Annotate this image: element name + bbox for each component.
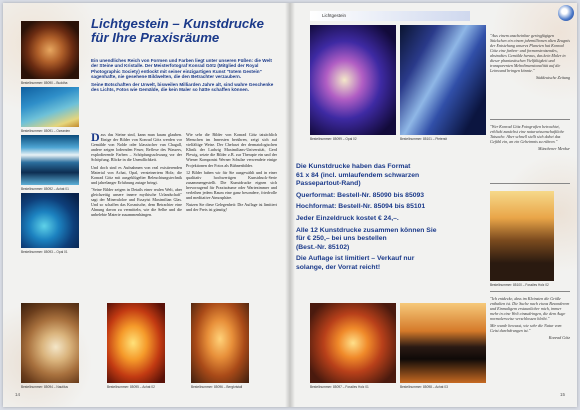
format-line: 61 x 84 (incl. umlaufendem schwarzen <box>296 171 420 179</box>
artwork-thumbnail-ozeanien <box>21 87 79 127</box>
body-paragraph: Und doch sind es Aufnahmen von real existierenden Material von Achat, Opal, versteinertem Holz; die Konrad Götz mit ausgeklügelter Beleuchtungstechnik und jahrelanger Erfahrung zutage bringt. <box>91 164 182 185</box>
caption: Bestellnummer: 85101 – Pietersit <box>400 137 447 141</box>
divider <box>490 291 570 292</box>
artwork-thumbnail-bergkristall <box>191 303 249 383</box>
quote-source: Süddeutsche Zeitung <box>536 75 570 80</box>
order-info <box>296 163 486 273</box>
page-gutter <box>285 3 295 407</box>
intro-paragraph: Ein unendliches Reich von Formen und Farben liegt unter unseren Füßen: die Welt der Steine und Kristalle. Der Meisterfotograf Konrad Götz (Mitglied der Royal Photographic Society) entlockt mit seiner einzigartigen Kunst "totem Gestein" sagenhafte, nie gesehene Bildwelten, die den Betrachter verzaubern. <box>91 58 272 80</box>
body-paragraph: Dass das Steine sind, kann man kaum glauben. Einige der Bilder von Konrad Götz werden vor Gemälde von Nolde oder klassischer van Chagall, andere zeigen lodernden Feuer, Reflexe des Wassers, explodierende Farben – Schöpfungsschwung vor der Schöpfung. Blicke in die Unendlichkeit. <box>91 130 182 163</box>
artist-quote: "Ich entdecke, dass im Kleinsten die Größe enthalten ist. Die Suche nach etwas Besonderem und Einmaligem erstaunlicher mich, immer mehr in eine Welt einzudringen, die dem Auge normalerweise verschlossen bleibt." Mir wurde bewusst, wie sehr die Natur vom Geist durchdrungen ist." Konrad Götz <box>490 296 570 340</box>
caption: Bestellnummer: 85099 – Opal 02 <box>310 137 357 141</box>
caption: Bestellnummer: 85095 – Achat 02 <box>107 385 155 389</box>
limit-line: solange, der Vorrat reicht! <box>296 263 381 271</box>
artwork-thumbnail-achat-03 <box>400 303 486 383</box>
drop-cap: D <box>91 130 100 144</box>
artwork-thumbnail-achat-01 <box>21 135 79 185</box>
logo-icon <box>558 5 574 21</box>
set-offer-line: (Best.-Nr. 85102) <box>296 243 350 251</box>
body-paragraph: 12 Bilder haben wir für Sie ausgewählt und in einer qualitativ hochwertigen Kunstdruck-Serie zusammengestellt. Die Kunstdrucke eignen sich hervorragend für Praxisräume oder Wartezimmer und verleihen jedem Raum eine ganz besondere, friedvolle und meditative Atmosphäre. <box>186 169 277 201</box>
artwork-thumbnail-opal-01 <box>21 193 79 248</box>
body-paragraph: "Seine Bilder zeigen in Details einer realen Welt, aber gleichzeitig unsere innere mythische Urlandschaft" sagt der Mineraloloe und Essayist Maximilian Glas. Und so schaffen das Kosmische, dem Betrachter eine Ahnung davon zu vermitteln, wie die Selbe und die unbelebte Materie zusammenhängen. <box>91 186 182 218</box>
quote-source: Konrad Götz <box>548 335 570 340</box>
caption: Bestellnummer: 85093 – Opal 01 <box>21 250 68 254</box>
body-paragraph: Nutzen Sie diese Gelegenheit: Die Auflage ist limitiert und der Preis ist günstig! <box>186 202 277 213</box>
artwork-thumbnail-buddha <box>21 21 79 79</box>
page-number: 15 <box>560 392 566 397</box>
format-line: Passepartout-Rand) <box>296 180 361 188</box>
artwork-thumbnail-fossiles-holz-02 <box>490 191 554 281</box>
querformat-line: Querformat: Bestell-Nr. 85090 bis 85093 <box>296 191 425 199</box>
caption: Bestellnummer: 85097 – Fossiles Holz 01 <box>310 385 369 389</box>
page-number: 14 <box>15 392 21 397</box>
set-offer-line: Alle 12 Kunstdrucke zusammen können Sie <box>296 226 437 234</box>
artwork-thumbnail-nautilus <box>21 303 79 383</box>
article-title: Lichtgestein – Kunstdrucke für Ihre Praxisräume <box>91 16 264 45</box>
set-offer-line: für € 250,– bei uns bestellen <box>296 235 387 243</box>
caption: Bestellnummer: 85100 – Fossiles Holz 02 <box>490 283 549 287</box>
price-line: Jeder Einzeldruck kostet € 24,–. <box>296 214 399 222</box>
press-quote: "Aus einem unscheinbar geringfügigen Stückchen ein einem jahrmillionen alten Zeugnis der Entstehung unseres Planeten hat Konrad Götz eine farben- und formenstrotzendes, abstraktes Gemälde heraus, das kein Maler in dieser phantastischen Vielfältigkeit und transparenten Mehrdimensionalität auf die Leinwand bringen könnte." Süddeutsche Zeitung <box>490 33 570 80</box>
magazine-spread <box>3 3 577 407</box>
caption: Bestellnummer: 85091 – Ozeanien <box>21 129 71 133</box>
press-quote: "Wer Konrad Götz Fotografien betrachtet, erblickt zunächst eine naturwissenschaftliche Tatsache. Aber schnell stellt sich dabei das Gefühl ein, an ein Geheimnis zu rühren." Münchener Merkur <box>490 124 570 151</box>
body-column-2 <box>186 132 277 212</box>
article-intro <box>91 58 276 92</box>
caption: Bestellnummer: 85098 – Achat 03 <box>400 385 448 389</box>
artwork-thumbnail-achat-02 <box>107 303 165 383</box>
format-line: Die Kunstdrucke haben das Format <box>296 163 411 170</box>
quote-source: Münchener Merkur <box>538 146 570 151</box>
body-column-1 <box>91 132 182 218</box>
caption: Bestellnummer: 85094 – Nautilus <box>21 385 68 389</box>
left-page <box>3 3 290 407</box>
caption: Bestellnummer: 85096 – Bergkristall <box>191 385 243 389</box>
artwork-thumbnail-pietersit <box>400 25 486 135</box>
artwork-thumbnail-fossiles-holz-01 <box>310 303 396 383</box>
caption: Bestellnummer: 85090 – Buddha <box>21 81 68 85</box>
intro-paragraph: Seine Botschaften der Urwelt, bisweilen Milliarden Jahre alt, sind wahre Geschenke des Lichts, Fotos wie Gemälde, die kein Maler so hätte schaffen können. <box>91 81 274 93</box>
section-tab: Lichtgestein <box>310 11 470 21</box>
body-paragraph: Wie sehr die Bilder von Konrad Götz tatsächlich Menschen im Innersten berühren, zeigt sich auf vielfältige Weise. Der Chefarzt der dermatologischen Klinik der Ludwig Maximilians-Universität, Gerd Plewig, setzte die Bilder z.B. zur Therapie ein und der Wiener Komponist Werner Schulze verwendete einige Projektionen der Fotos als Bühnenbilder. <box>186 132 277 168</box>
limit-line: Die Auflage ist limitiert – Verkauf nur <box>296 255 415 263</box>
artwork-thumbnail-opal-02 <box>310 25 396 135</box>
right-page <box>290 3 577 407</box>
caption: Bestellnummer: 85092 – Achat 01 <box>21 187 69 191</box>
divider <box>490 119 570 120</box>
divider <box>490 183 570 184</box>
hochformat-line: Hochformat: Bestell-Nr. 85094 bis 85101 <box>296 203 426 211</box>
